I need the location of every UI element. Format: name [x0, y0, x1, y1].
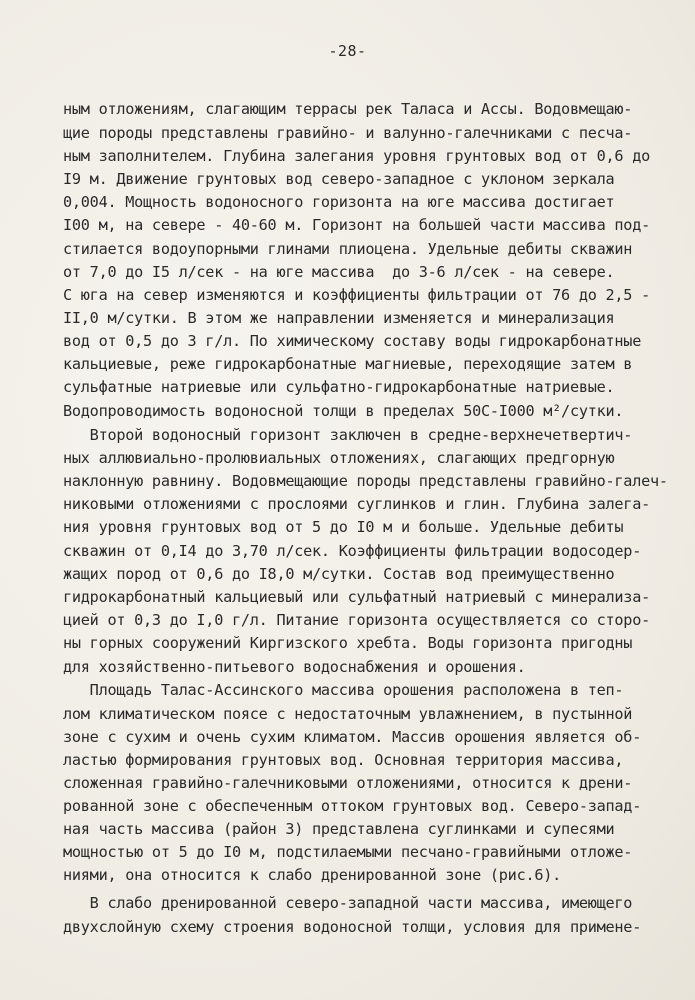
- text-line: Водопроводимость водоносной толщи в пределах 50С-I000 м²/сутки.: [63, 402, 624, 420]
- text-line: жащих пород от 0,6 до I8,0 м/сутки. Состав вод преимущественно: [63, 565, 615, 583]
- text-line: кальциевые, реже гидрокарбонатные магниевые, переходящие затем в: [63, 355, 633, 373]
- page-number: -28-: [328, 42, 367, 60]
- text-line: С юга на север изменяются и коэффициенты фильтрации от 76 до 2,5 -: [63, 286, 650, 304]
- text-line: для хозяйственно-питьевого водоснабжения и орошения.: [63, 658, 526, 676]
- text-line: сложенная гравийно-галечниковыми отложениями, относится к дрени-: [63, 774, 633, 792]
- text-line: ниями, она относится к слабо дренированной зоне (рис.6).: [63, 866, 562, 884]
- text-line: лом климатическом поясе с недостаточным увлажнением, в пустынной: [63, 705, 633, 723]
- text-line: II,0 м/сутки. В этом же направлении изменяется и минерализация: [63, 309, 615, 327]
- text-line: ным отложениям, слагающим террасы рек Таласа и Ассы. Водовмещаю-: [63, 100, 633, 118]
- text-line: цией от 0,3 до I,0 г/л. Питание горизонта осуществляется со сторо-: [63, 611, 650, 629]
- text-line: зоне с сухим и очень сухим климатом. Массив орошения является об-: [63, 728, 642, 746]
- text-line: вод от 0,5 до 3 г/л. По химическому составу воды гидрокарбонатные: [63, 332, 642, 350]
- text-line: В слабо дренированной северо-западной части массива, имеющего: [63, 894, 633, 912]
- text-line: I9 м. Движение грунтовых вод северо-западное с уклоном зеркала: [63, 170, 615, 188]
- text-line: Площадь Талас-Ассинского массива орошения расположена в теп-: [63, 681, 624, 699]
- text-line: ластью формирования грунтовых вод. Основная территория массива,: [63, 751, 624, 769]
- text-line: ная часть массива (район 3) представлена суглинками и супесями: [63, 820, 615, 838]
- text-line: 0,004. Мощность водоносного горизонта на юге массива достигает: [63, 193, 615, 211]
- text-line: никовыми отложениями с прослоями суглинков и глин. Глубина залега-: [63, 495, 650, 513]
- text-line: скважин от 0,I4 до 3,70 л/сек. Коэффициенты фильтрации водосодер-: [63, 542, 642, 560]
- text-line: мощностью от 5 до I0 м, подстилаемыми песчано-гравийными отложе-: [63, 843, 633, 861]
- text-line: ных аллювиально-пролювиальных отложениях, слагающих предгорную: [63, 449, 615, 467]
- text-line: от 7,0 до I5 л/сек - на юге массива до 3-6 л/сек - на севере.: [63, 263, 615, 281]
- text-line: I00 м, на севере - 40-60 м. Горизонт на большей части массива под-: [63, 216, 650, 234]
- text-line: ния уровня грунтовых вод от 5 до I0 м и больше. Удельные дебиты: [63, 518, 624, 536]
- text-line: ным заполнителем. Глубина залегания уровня грунтовых вод от 0,6 до: [63, 147, 650, 165]
- text-line: двухслойную схему строения водоносной толщи, условия для примене-: [63, 918, 642, 936]
- text-line: Второй водоносный горизонт заключен в средне-верхнечетвертич-: [63, 426, 633, 444]
- text-line: стилается водоупорными глинами плиоцена. Удельные дебиты скважин: [63, 240, 633, 258]
- text-line: щие породы представлены гравийно- и валунно-галечниками с песча-: [63, 124, 633, 142]
- text-line: сульфатные натриевые или сульфатно-гидрокарбонатные натриевые.: [63, 378, 615, 396]
- text-line: гидрокарбонатный кальциевый или сульфатный натриевый с минерализа-: [63, 588, 650, 606]
- text-line: наклонную равнину. Водовмещающие породы представлены гравийно-галеч-: [63, 472, 668, 490]
- text-line: ны горных сооружений Киргизского хребта. Воды горизонта пригодны: [63, 634, 633, 652]
- text-line: рованной зоне с обеспеченным оттоком грунтовых вод. Северо-запад-: [63, 797, 642, 815]
